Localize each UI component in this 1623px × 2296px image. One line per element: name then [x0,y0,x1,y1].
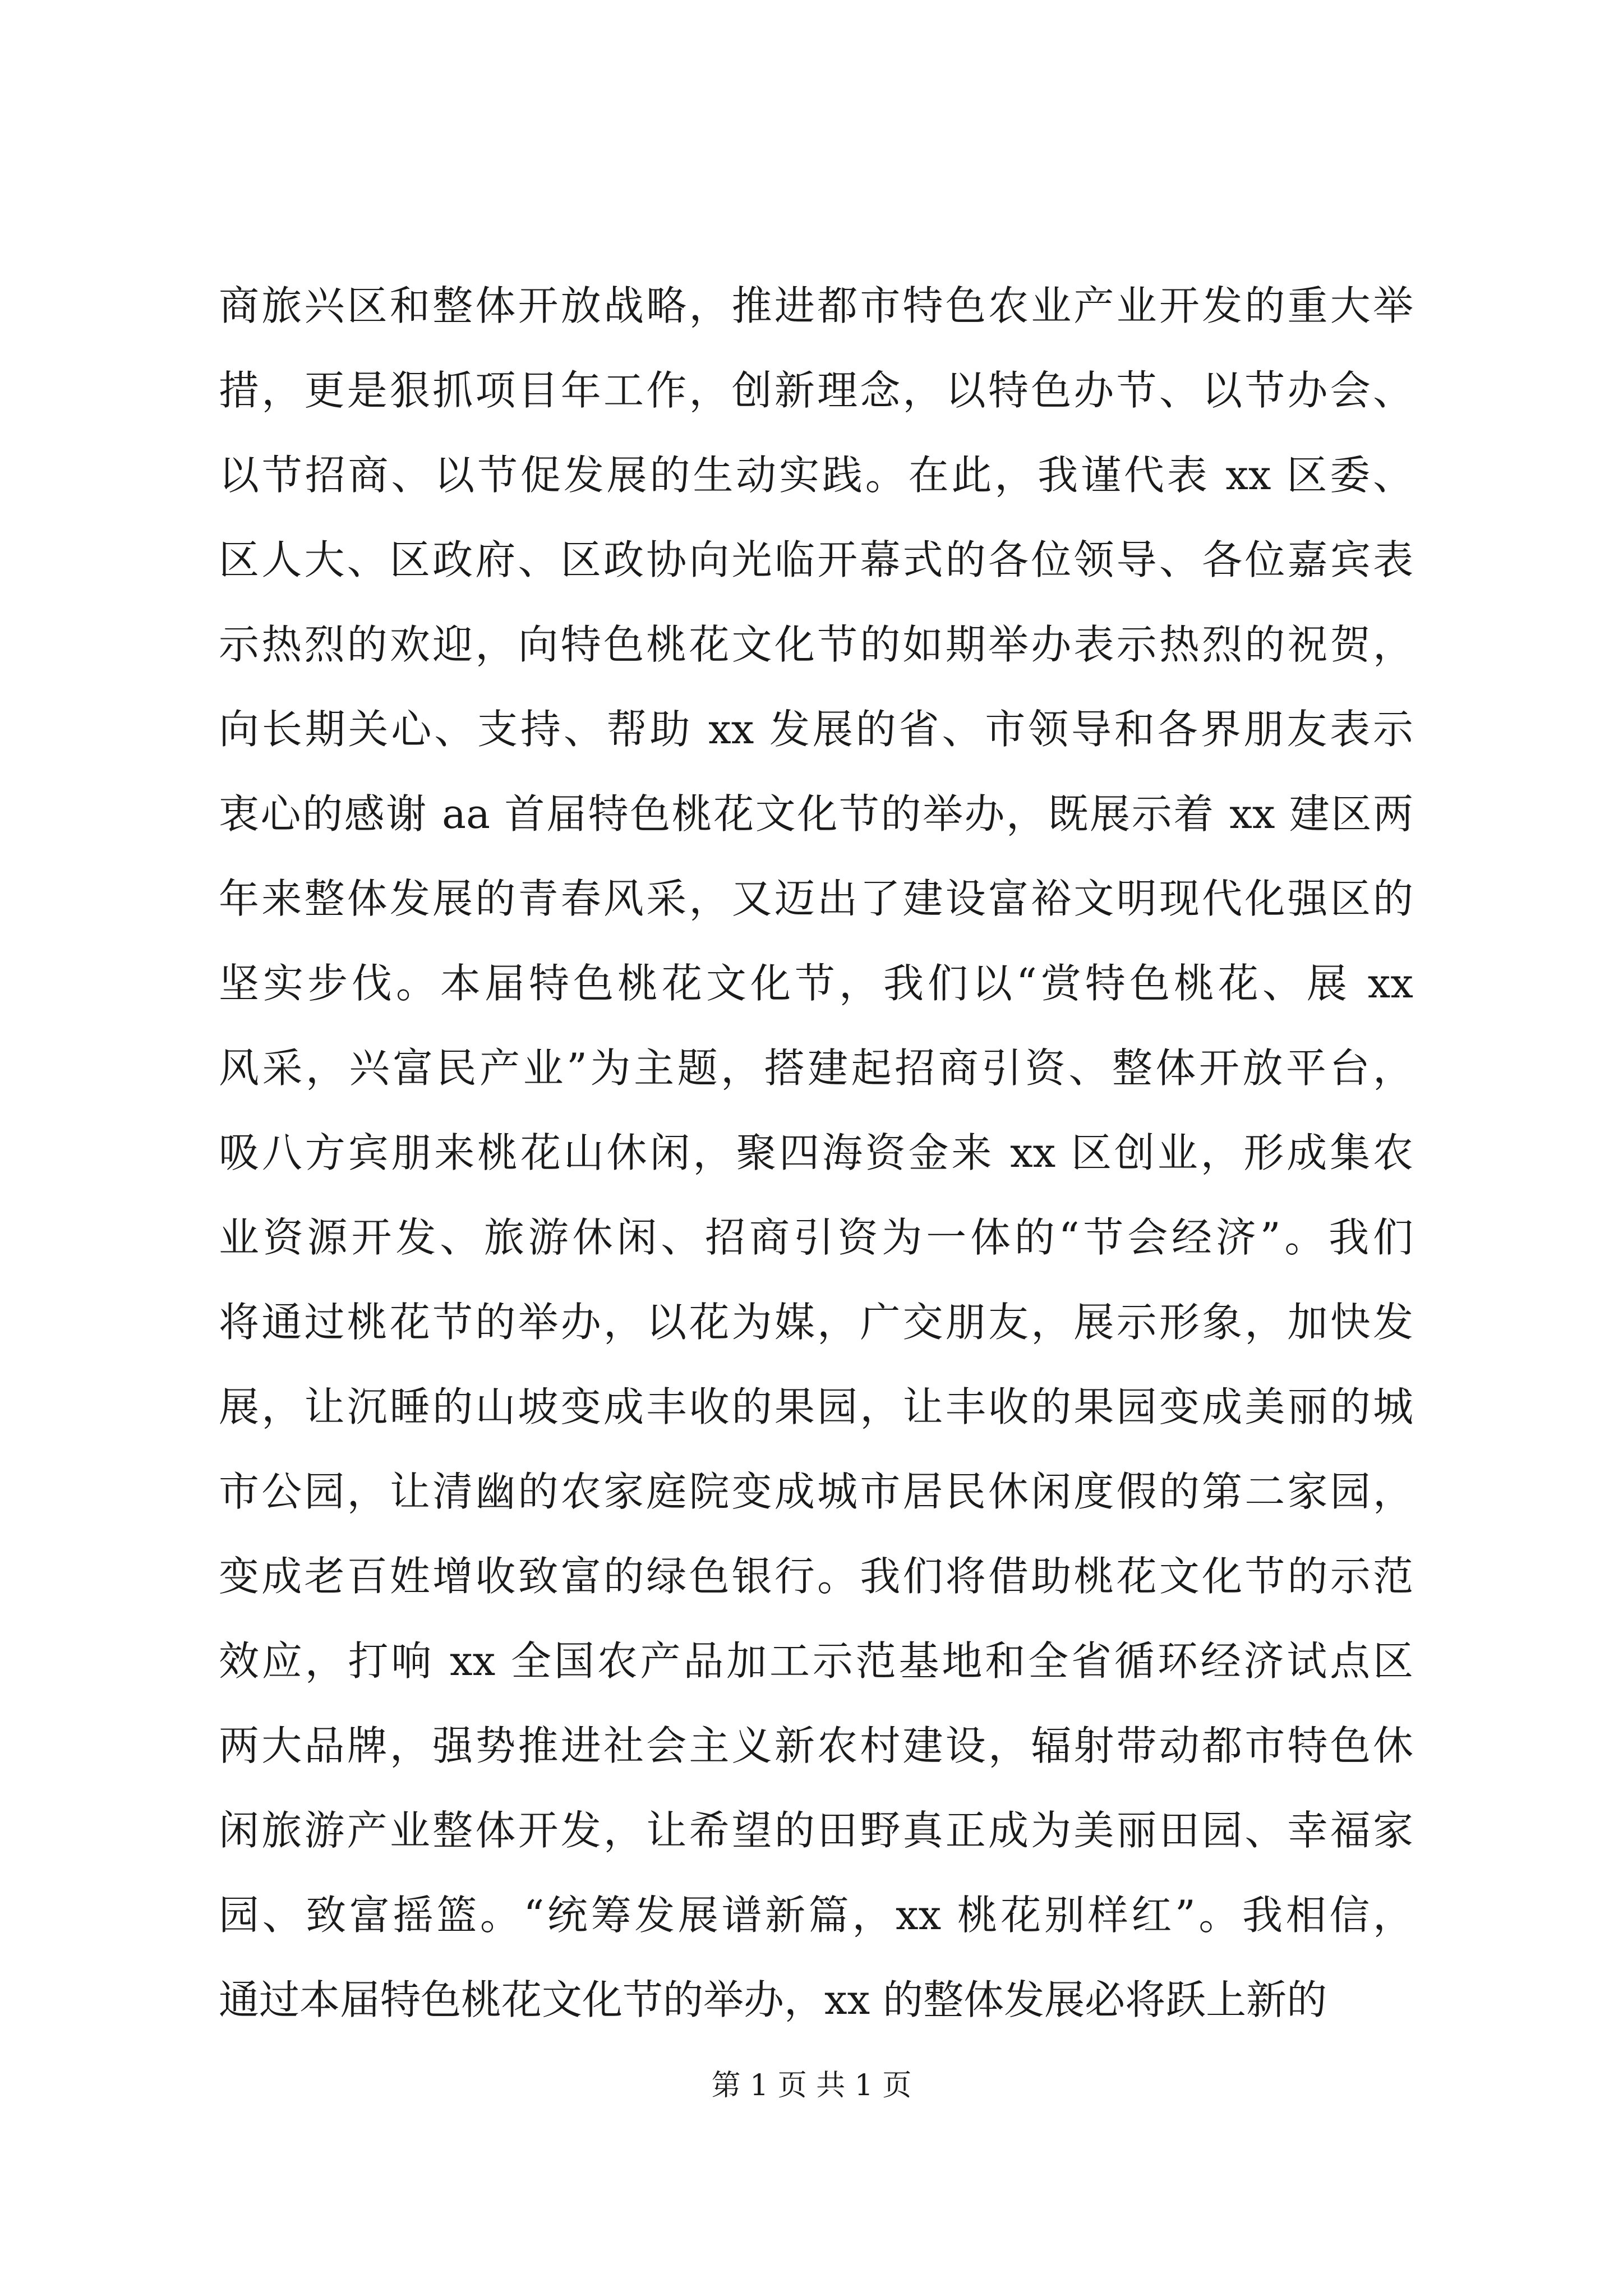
text-line-10: 风采，兴富民产业”为主题，搭建起招商引资、整体开放平台， [219,1045,1413,1092]
text-line-15: 市公园，让清幽的农家庭院变成城市居民休闲度假的第二家园， [219,1468,1413,1515]
text-line-19: 闲旅游产业整体开发，让希望的田野真正成为美丽田园、幸福家 [219,1807,1413,1854]
text-line-3: 以节招商、以节促发展的生动实践。在此，我谨代表 xx 区委、 [219,452,1413,499]
text-line-7: 衷心的感谢 aa 首届特色桃花文化节的举办，既展示着 xx 建区两 [219,790,1413,838]
text-line-13: 将通过桃花节的举办，以花为媒，广交朋友，展示形象，加快发 [219,1299,1413,1346]
text-line-20: 园、致富摇篮。“统筹发展谱新篇，xx 桃花别样红”。我相信， [219,1892,1413,1939]
text-line-6: 向长期关心、支持、帮助 xx 发展的省、市领导和各界朋友表示 [219,706,1413,753]
text-line-17: 效应，打响 xx 全国农产品加工示范基地和全省循环经济试点区 [219,1637,1413,1685]
text-line-21: 通过本届特色桃花文化节的举办，xx 的整体发展必将跃上新的 [219,1976,1327,2023]
text-line-1: 商旅兴区和整体开放战略，推进都市特色农业产业开发的重大举 [219,282,1413,329]
text-line-5: 示热烈的欢迎，向特色桃花文化节的如期举办表示热烈的祝贺， [219,621,1413,668]
text-line-18: 两大品牌，强势推进社会主义新农村建设，辐射带动都市特色休 [219,1722,1413,1769]
text-line-4: 区人大、区政府、区政协向光临开幕式的各位领导、各位嘉宾表 [219,536,1413,583]
text-line-16: 变成老百姓增收致富的绿色银行。我们将借助桃花文化节的示范 [219,1553,1413,1600]
text-line-11: 吸八方宾朋来桃花山休闲，聚四海资金来 xx 区创业，形成集农 [219,1129,1413,1176]
page-footer: 第 1 页 共 1 页 [711,2069,912,2102]
text-line-12: 业资源开发、旅游休闲、招商引资为一体的“节会经济”。我们 [219,1214,1413,1261]
text-line-14: 展，让沉睡的山坡变成丰收的果园，让丰收的果园变成美丽的城 [219,1383,1413,1430]
text-line-2: 措，更是狠抓项目年工作，创新理念，以特色办节、以节办会、 [219,367,1413,414]
text-line-8: 年来整体发展的青春风采，又迈出了建设富裕文明现代化强区的 [219,875,1413,922]
body-text [219,264,1413,2042]
text-line-9: 坚实步伐。本届特色桃花文化节，我们以“赏特色桃花、展 xx [219,960,1413,1007]
